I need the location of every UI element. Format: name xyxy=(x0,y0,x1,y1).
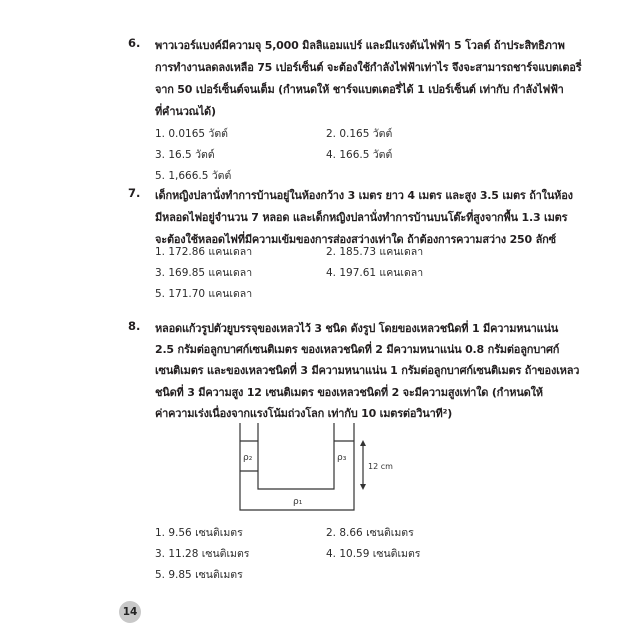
rho2-label: ρ₂ xyxy=(243,453,253,463)
u-tube-diagram xyxy=(230,418,410,518)
question-text-line: ค่าความเร่งเนื่องจากแรงโน้มถ่วงโลก เท่ากับ 10 เมตรต่อวินาที²) xyxy=(155,407,453,420)
page-number-badge: 14 xyxy=(119,601,141,623)
question-text-line: เซนติเมตร และของเหลวชนิดที่ 3 มีความหนาแน่น 1 กรัมต่อลูกบาศก์เซนติเมตร ถ้าของเหลว xyxy=(155,364,580,377)
choice-5: 5. 171.70 แคนเดลา xyxy=(155,288,253,300)
question-text-line: มีหลอดไฟอยู่จำนวน 7 หลอด และเด็กหญิงปลานั่งทำการบ้านบนโต๊ะที่สูงจากพื้น 1.3 เมตร xyxy=(155,211,568,224)
question-text-line: ชนิดที่ 3 มีความสูง 12 เซนติเมตร ของเหลวชนิดที่ 2 จะมีความสูงเท่าใด (กำหนดให้ xyxy=(155,386,543,399)
choice-3: 3. 11.28 เซนติเมตร xyxy=(155,548,250,560)
height-label: 12 cm xyxy=(368,462,393,471)
question-text-line: จาก 50 เปอร์เซ็นต์จนเต็ม (กำหนดให้ ชาร์จแบตเตอรี่ได้ 1 เปอร์เซ็นต์ เท่ากับ กำลังไฟฟ้า xyxy=(155,83,564,96)
question-text-line: 2.5 กรัมต่อลูกบาศก์เซนติเมตร ของเหลวชนิดที่ 2 มีความหนาแน่น 0.8 กรัมต่อลูกบาศก์ xyxy=(155,343,560,356)
rho1-label: ρ₁ xyxy=(293,497,303,507)
choice-3: 3. 169.85 แคนเดลา xyxy=(155,267,253,279)
choice-2: 2. 8.66 เซนติเมตร xyxy=(326,527,414,539)
choice-3: 3. 16.5 วัตต์ xyxy=(155,149,215,161)
choice-2: 2. 185.73 แคนเดลา xyxy=(326,246,424,258)
choice-4: 4. 197.61 แคนเดลา xyxy=(326,267,424,279)
question-number: 6. xyxy=(128,36,141,50)
choice-5: 5. 1,666.5 วัตต์ xyxy=(155,170,232,182)
question-text-line: เด็กหญิงปลานั่งทำการบ้านอยู่ในห้องกว้าง 3 เมตร ยาว 4 เมตร และสูง 3.5 เมตร ถ้าในห้อง xyxy=(155,189,573,202)
question-text-line: หลอดแก้วรูปตัวยูบรรจุของเหลวไว้ 3 ชนิด ดังรูป โดยของเหลวชนิดที่ 1 มีความหนาแน่น xyxy=(155,322,559,335)
question-text-line: ที่คำนวณได้) xyxy=(155,105,216,118)
question-text-line: พาวเวอร์แบงค์มีความจุ 5,000 มิลลิแอมแปร์ และมีแรงดันไฟฟ้า 5 โวลต์ ถ้าประสิทธิภาพ xyxy=(155,39,565,52)
choice-4: 4. 166.5 วัตต์ xyxy=(326,149,393,161)
question-number: 7. xyxy=(128,186,141,200)
choice-5: 5. 9.85 เซนติเมตร xyxy=(155,569,243,581)
question-number: 8. xyxy=(128,319,141,333)
choice-1: 1. 0.0165 วัตต์ xyxy=(155,128,228,140)
question-text-line: การทำงานลดลงเหลือ 75 เปอร์เซ็นต์ จะต้องใช้กำลังไฟฟ้าเท่าไร จึงจะสามารถชาร์จแบตเตอรี่ xyxy=(155,61,582,74)
choice-1: 1. 9.56 เซนติเมตร xyxy=(155,527,243,539)
choice-1: 1. 172.86 แคนเดลา xyxy=(155,246,253,258)
question-text-line: จะต้องใช้หลอดไฟที่มีความเข้มของการส่องสว่างเท่าใด ถ้าต้องการความสว่าง 250 ลักซ์ xyxy=(155,233,556,246)
choice-2: 2. 0.165 วัตต์ xyxy=(326,128,393,140)
rho3-label: ρ₃ xyxy=(337,453,347,463)
choice-4: 4. 10.59 เซนติเมตร xyxy=(326,548,421,560)
u-tube-figure xyxy=(230,418,410,518)
